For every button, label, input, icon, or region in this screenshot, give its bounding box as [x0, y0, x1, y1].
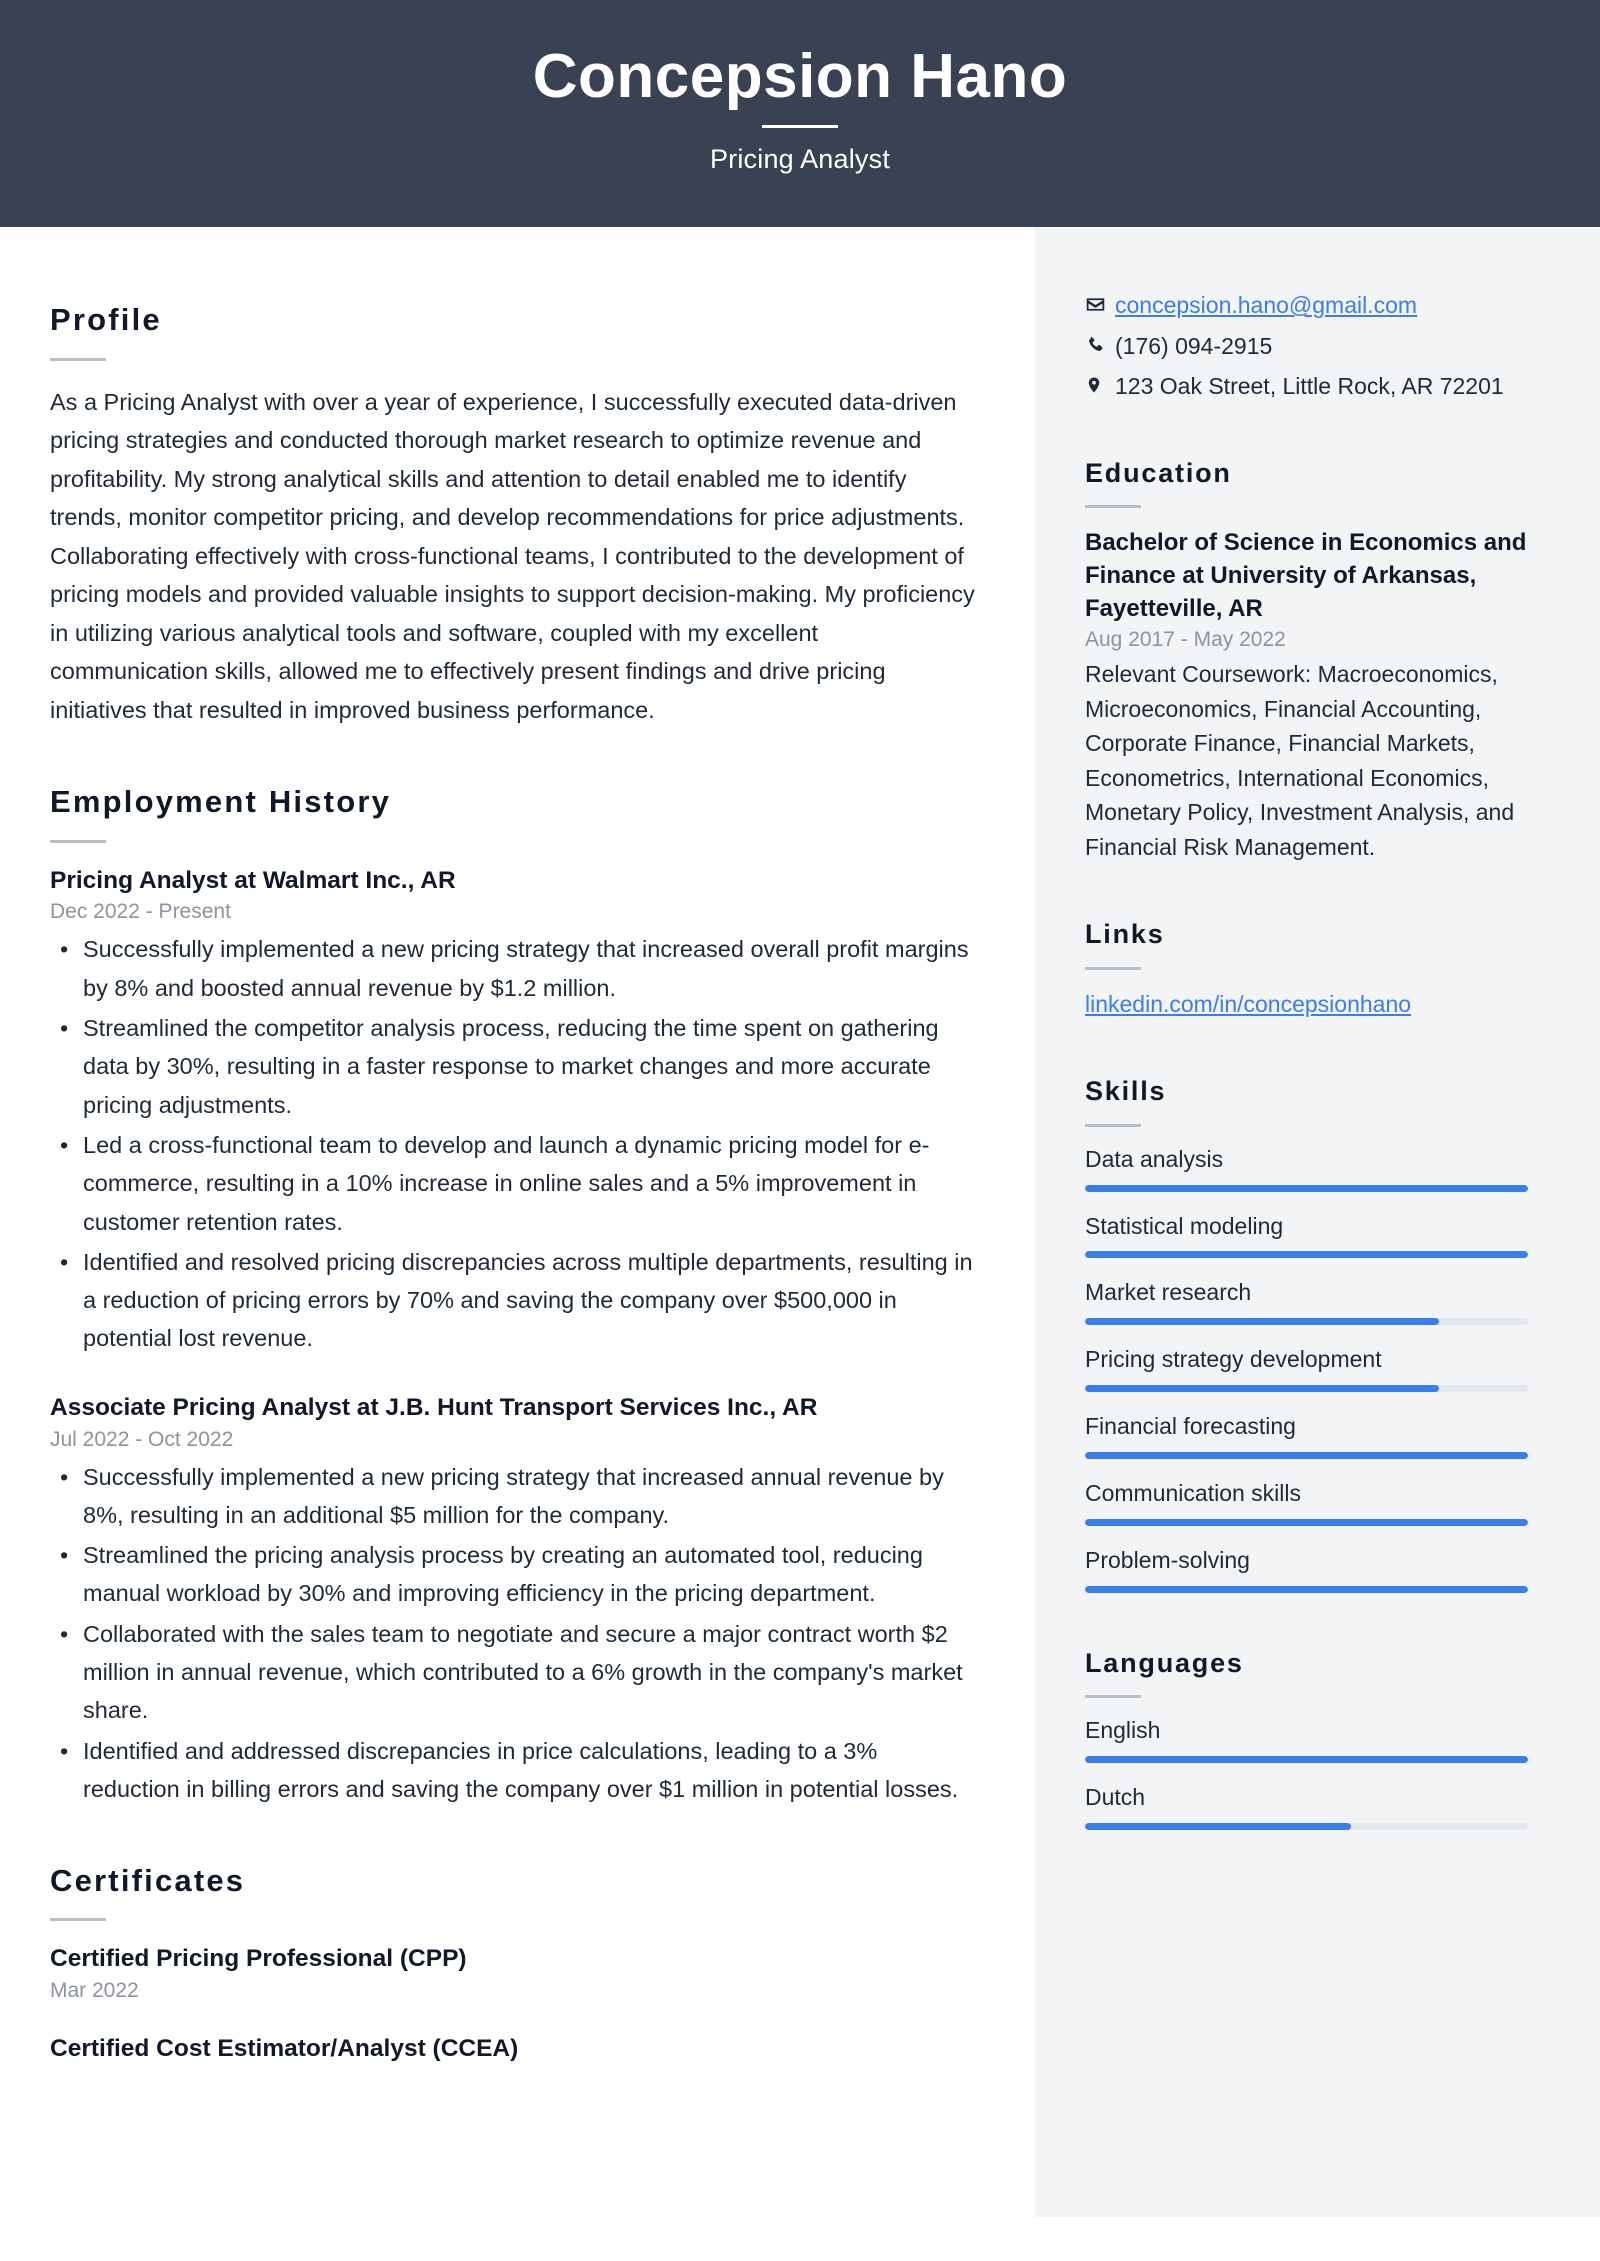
certificate-date: Mar 2022	[50, 1979, 139, 2003]
skill-bar-track	[1085, 1385, 1528, 1392]
linkedin-link[interactable]: linkedin.com/in/concepsionhano	[1085, 990, 1412, 1017]
links-section	[1085, 918, 1528, 1021]
skill-bar-fill	[1085, 1385, 1439, 1392]
links-heading: Links	[1085, 919, 1165, 950]
skill-label: Financial forecasting	[1085, 1413, 1296, 1440]
job-bullet: • Led a cross-functional team to develop and launch a dynamic pricing model for e-commerce, resulting in a 10% increase in online sales and a 5% improvement in customer retention rates.	[50, 1126, 975, 1241]
language-bar-track	[1085, 1823, 1528, 1830]
skill-bar-fill	[1085, 1586, 1528, 1593]
skill-bar-track	[1085, 1185, 1528, 1192]
skill-bar-track	[1085, 1251, 1528, 1258]
languages-section	[1085, 1647, 1528, 1830]
envelope-icon	[1085, 289, 1115, 315]
languages-heading: Languages	[1085, 1647, 1244, 1678]
contact-row	[1085, 330, 1528, 363]
languages-divider	[1085, 1695, 1141, 1698]
certificate-title: Certified Cost Estimator/Analyst (CCEA)	[50, 2035, 519, 2063]
education-description: Relevant Coursework: Macroeconomics, Microeconomics, Financial Accounting, Corporate Finance, Financial Markets, Econometrics, International Economics, Monetary Policy, Investment Analysis, and Financial Risk Management.	[1085, 661, 1515, 860]
job-bullet: • Identified and resolved pricing discrepancies across multiple departments, resulting in a reduction of pricing errors by 70% and saving the company over $500,000 in potential lost revenue.	[50, 1243, 975, 1358]
phone-icon	[1085, 330, 1115, 355]
language-bar-fill	[1085, 1823, 1351, 1830]
job-title: Pricing Analyst at Walmart Inc., AR	[50, 866, 456, 894]
certificates-heading: Certificates	[50, 1863, 246, 1899]
education-degree: Bachelor of Science in Economics and Finance at University of Arkansas, Fayetteville, AR	[1085, 529, 1527, 623]
skill-bar-track	[1085, 1318, 1528, 1325]
employment-entry	[50, 1392, 975, 1809]
certificate-entry	[50, 1943, 975, 2003]
language	[1085, 1783, 1528, 1830]
skill-bar-fill	[1085, 1185, 1528, 1192]
profile-section	[50, 301, 975, 729]
skill-label: Statistical modeling	[1085, 1212, 1284, 1239]
contact-list	[1085, 289, 1528, 402]
skill-label: Data analysis	[1085, 1145, 1224, 1172]
skills-list	[1085, 1145, 1528, 1593]
job-bullet: • Successfully implemented a new pricing strategy that increased annual revenue by 8%, resulting in an additional $5 million for the company.	[50, 1458, 975, 1535]
profile-heading: Profile	[50, 302, 162, 338]
profile-divider	[50, 358, 106, 361]
language-label: English	[1085, 1717, 1161, 1744]
certificate-title: Certified Pricing Professional (CPP)	[50, 1945, 467, 1973]
header-divider	[762, 125, 838, 128]
certificates-section	[50, 1862, 975, 2065]
skill-bar-fill	[1085, 1318, 1439, 1325]
employment-section	[50, 783, 975, 1808]
main-column	[0, 227, 1035, 2217]
skill-label: Problem-solving	[1085, 1546, 1250, 1573]
languages-list	[1085, 1716, 1528, 1830]
certificates-divider	[50, 1918, 106, 1921]
skill-bar-fill	[1085, 1519, 1528, 1526]
contact-row[interactable]	[1085, 289, 1528, 322]
links-divider	[1085, 967, 1141, 970]
job-bullet: • Streamlined the pricing analysis process by creating an automated tool, reducing manual workload by 30% and improving efficiency in the pricing department.	[50, 1536, 975, 1613]
job-dates: Dec 2022 - Present	[50, 900, 231, 924]
candidate-job-title: Pricing Analyst	[709, 144, 891, 175]
job-bullet-list	[50, 1458, 975, 1809]
contact-value: (176) 094-2915	[1115, 332, 1273, 359]
skills-section	[1085, 1075, 1528, 1593]
certificate-entry	[50, 2033, 975, 2065]
language	[1085, 1716, 1528, 1763]
candidate-name: Concepsion Hano	[532, 42, 1068, 111]
skill	[1085, 1145, 1528, 1192]
contact-email-link[interactable]: concepsion.hano@gmail.com	[1115, 292, 1418, 319]
resume-body	[0, 227, 1600, 2217]
certificates-list	[50, 1943, 975, 2065]
contact-row	[1085, 370, 1528, 403]
job-dates: Jul 2022 - Oct 2022	[50, 1427, 234, 1451]
language-label: Dutch	[1085, 1784, 1146, 1811]
skill-bar-fill	[1085, 1452, 1528, 1459]
profile-text: As a Pricing Analyst with over a year of experience, I successfully executed data-driven pricing strategies and conducted thorough market research to optimize revenue and profitability. My strong analytical skills and attention to detail enabled me to identify trends, monitor competitor pricing, and develop recommendations for price adjustments. Collaborating effectively with cross-functional teams, I contributed to the development of pricing models and provided valuable insights to support decision-making. My proficiency in utilizing various analytical tools and software, coupled with my excellent communication skills, allowed me to effectively present findings and drive pricing initiatives that resulted in improved business performance.	[50, 388, 975, 723]
skill	[1085, 1412, 1528, 1459]
employment-divider	[50, 840, 106, 843]
education-section	[1085, 457, 1528, 865]
job-title: Associate Pricing Analyst at J.B. Hunt Transport Services Inc., AR	[50, 1393, 818, 1421]
job-bullet: • Successfully implemented a new pricing strategy that increased overall profit margins by 8% and boosted annual revenue by $1.2 million.	[50, 930, 975, 1007]
contact-value: 123 Oak Street, Little Rock, AR 72201	[1115, 372, 1504, 399]
skill-bar-track	[1085, 1586, 1528, 1593]
employment-heading: Employment History	[50, 784, 392, 820]
language-bar-fill	[1085, 1756, 1528, 1763]
job-bullet-list	[50, 930, 975, 1357]
skill-bar-fill	[1085, 1251, 1528, 1258]
job-bullet: • Identified and addressed discrepancies in price calculations, leading to a 3% reduction in billing errors and saving the company over $1 million in potential losses.	[50, 1732, 975, 1809]
education-dates: Aug 2017 - May 2022	[1085, 628, 1286, 652]
skill-label: Market research	[1085, 1279, 1252, 1306]
employment-entry	[50, 865, 975, 1358]
job-bullet: • Collaborated with the sales team to negotiate and secure a major contract worth $2 million in annual revenue, which contributed to a 6% growth in the company's market share.	[50, 1615, 975, 1730]
employment-list	[50, 865, 975, 1809]
location-pin-icon	[1085, 370, 1115, 395]
job-bullet: • Streamlined the competitor analysis process, reducing the time spent on gathering data by 30%, resulting in a faster response to market changes and more accurate pricing adjustments.	[50, 1009, 975, 1124]
skills-divider	[1085, 1124, 1141, 1127]
skill	[1085, 1479, 1528, 1526]
links-list	[1085, 988, 1528, 1021]
skill-bar-track	[1085, 1452, 1528, 1459]
skill	[1085, 1212, 1528, 1259]
skill-label: Communication skills	[1085, 1480, 1302, 1507]
skill-label: Pricing strategy development	[1085, 1346, 1382, 1373]
skills-heading: Skills	[1085, 1076, 1167, 1107]
resume-header	[0, 0, 1600, 227]
sidebar-column	[1035, 227, 1600, 2217]
language-bar-track	[1085, 1756, 1528, 1763]
skill	[1085, 1278, 1528, 1325]
skill	[1085, 1546, 1528, 1593]
skill-bar-track	[1085, 1519, 1528, 1526]
education-heading: Education	[1085, 457, 1232, 488]
skill	[1085, 1345, 1528, 1392]
education-divider	[1085, 505, 1141, 508]
